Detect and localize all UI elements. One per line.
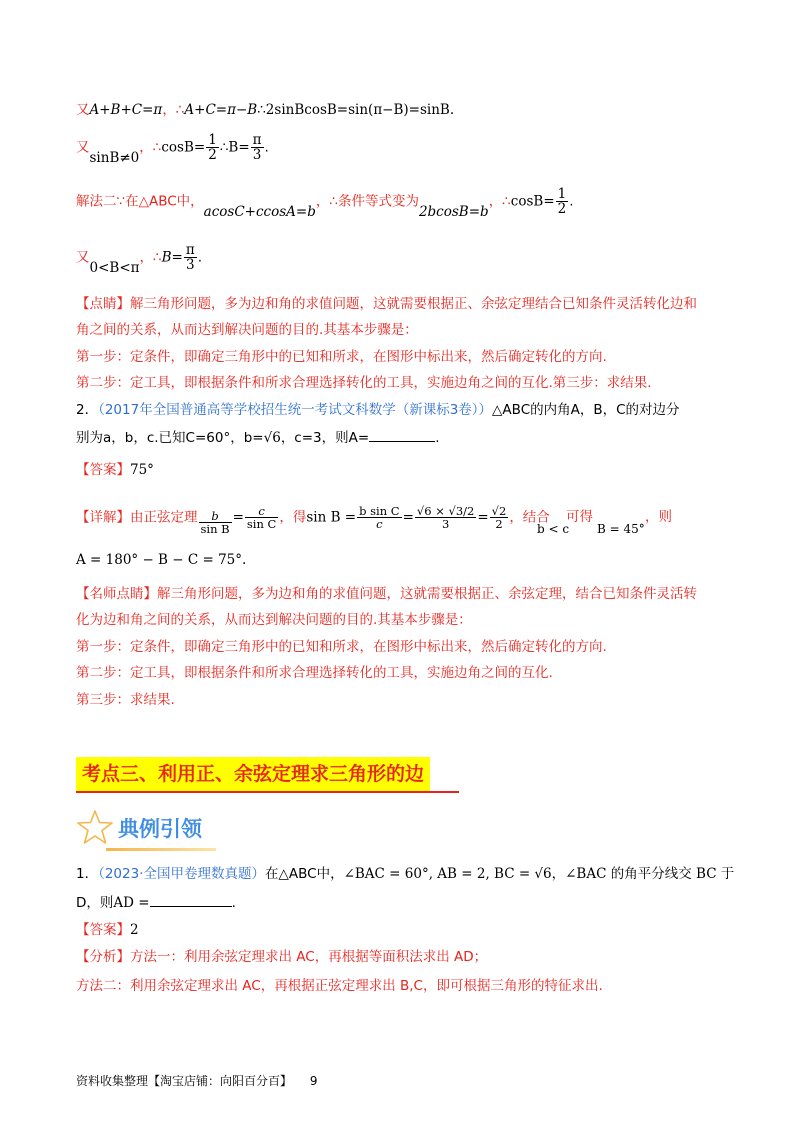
question-source: （2017年全国普通高等学校招生统一考试文科数学（新课标3卷）） bbox=[98, 402, 493, 418]
mingshi-step-1: 第一步：定条件，即确定三角形中的已知和所求，在图形中标出来，然后确定转化的方向. bbox=[76, 639, 607, 655]
detail-then: ，则 bbox=[645, 509, 672, 525]
given-conditions: ∠BAC = 60°, AB = 2, BC = √6 bbox=[343, 866, 552, 882]
answer-blank bbox=[369, 429, 435, 442]
projection-equation: acosC+ccosA=b bbox=[203, 203, 316, 220]
question-1-line-1 bbox=[76, 862, 734, 882]
condition-transform-text: ，∴条件等式变为 bbox=[315, 193, 419, 210]
therefore-text: ，∴ bbox=[139, 139, 162, 156]
therefore-text: ，∴ bbox=[488, 193, 511, 210]
angle-range: 0<B<π bbox=[89, 259, 140, 276]
mingshi-tag: 【名师点睛】 bbox=[76, 586, 157, 602]
period: . bbox=[264, 139, 269, 156]
page-number: 9 bbox=[309, 1074, 318, 1088]
side-condition: b < c bbox=[537, 522, 570, 536]
fraction-one-half: $\frac{1}{2}$ bbox=[557, 186, 567, 218]
detail-tag: 【详解】 bbox=[76, 509, 130, 526]
fraction-bsinc-over-c: $\frac{\text{b sin C}}{c}$ bbox=[359, 504, 400, 532]
question-2-line-1 bbox=[76, 398, 680, 418]
analysis-tag: 【分析】 bbox=[76, 949, 130, 965]
example-underline bbox=[106, 848, 216, 851]
footer bbox=[76, 1072, 317, 1089]
sqrt-six: √6 bbox=[263, 430, 281, 446]
dianjing-line-2: 角之间的关系，从而达到解决问题的目的.其基本步骤是： bbox=[76, 322, 418, 338]
detail-combine: ，结合 bbox=[509, 509, 550, 526]
mingshi-line-1 bbox=[76, 582, 697, 602]
detail-lead: 由正弦定理 bbox=[130, 509, 198, 526]
fraction-numeric: $\frac{√6 \times √3/2}{3}$ bbox=[416, 504, 475, 532]
answer-tag: 【答案】 bbox=[76, 462, 130, 478]
angle-sum-equation: A+B+C=π bbox=[89, 102, 163, 118]
double-angle-equation: ∴2sinBcosB=sin(π−B)=sinB. bbox=[257, 102, 455, 118]
solution-line-1 bbox=[76, 98, 454, 118]
you-text: 又 bbox=[76, 249, 90, 266]
solution-line-2 bbox=[76, 132, 269, 166]
heading-underline bbox=[76, 791, 459, 793]
period: . bbox=[231, 895, 236, 911]
comma: ， bbox=[551, 866, 566, 882]
detail-2-line-1 bbox=[76, 500, 550, 535]
fraction-one-half: $\frac{1}{2}$ bbox=[208, 132, 217, 164]
sinb-label: sin B = bbox=[306, 509, 357, 526]
detail-get: ，得 bbox=[279, 509, 307, 526]
angle-b-result: B = 45° bbox=[597, 522, 645, 536]
you-text: 又 bbox=[76, 139, 90, 156]
equals: = bbox=[402, 509, 414, 526]
question-text: 在△ABC中， bbox=[265, 866, 344, 882]
fraction-b-over-sinb: $\frac{b}{\text{sin B}}$ bbox=[200, 509, 230, 537]
question-text: ，c=3，则A= bbox=[280, 430, 370, 446]
period: . bbox=[197, 249, 203, 266]
answer-blank bbox=[150, 894, 232, 907]
question-text: △ABC的内角A，B，C的对边分 bbox=[492, 402, 680, 418]
dianjing-line-1 bbox=[76, 292, 697, 312]
answer-value: 2 bbox=[130, 922, 139, 938]
question-number: 1． bbox=[76, 866, 99, 882]
period: . bbox=[435, 430, 440, 446]
question-2-line-2 bbox=[76, 426, 439, 446]
question-text: D，则 bbox=[76, 895, 114, 911]
answer-tag: 【答案】 bbox=[76, 922, 130, 938]
fraction-pi-third: $\frac{\pi}{3}$ bbox=[185, 242, 195, 274]
answer-2 bbox=[76, 458, 154, 478]
answer-value: 75° bbox=[130, 462, 154, 478]
bisector-text: ∠BAC 的角平分线交 BC 于 bbox=[565, 866, 735, 882]
angle-relation: A+C=π−B bbox=[184, 102, 258, 118]
solution-line-4 bbox=[76, 242, 203, 276]
detail-keyi: 可得 bbox=[566, 509, 593, 525]
footer-text: 资料收集整理【淘宝店铺：向阳百分百】 bbox=[76, 1074, 293, 1088]
you-text: 又 bbox=[76, 102, 90, 118]
dianjing-tag: 【点睛】 bbox=[76, 296, 130, 312]
b-label: B= bbox=[161, 249, 183, 266]
fraction-pi-third: $\frac{\pi}{3}$ bbox=[252, 132, 262, 164]
star-icon bbox=[76, 809, 114, 849]
mingshi-line-2: 化为边和角之间的关系，从而达到解决问题的目的.其基本步骤是： bbox=[76, 612, 472, 628]
question-number: 2． bbox=[76, 402, 99, 418]
dianjing-step-2: 第二步：定工具，即根据条件和所求合理选择转化的工具，实施边角之间的互化.第三步：求结果. bbox=[76, 375, 652, 391]
therefore-text: ，∴ bbox=[139, 249, 162, 266]
dianjing-text: 解三角形问题，多为边和角的求值问题，这就需要根据正、余弦定理结合已知条件灵活转化边和 bbox=[130, 296, 697, 312]
mingshi-text: 解三角形问题，多为边和角的求值问题，这就需要根据正、余弦定理，结合已知条件灵活转 bbox=[157, 586, 697, 602]
angle-a-result: A = 180° − B − C = 75°. bbox=[76, 552, 247, 568]
fraction-c-over-sinc: $\frac{c}{\text{sin C}}$ bbox=[246, 504, 277, 532]
b-label: ∴B= bbox=[219, 139, 250, 156]
equals: = bbox=[477, 509, 489, 526]
dianjing-step-1: 第一步：定条件，即确定三角形中的已知和所求，在图形中标出来，然后确定转化的方向. bbox=[76, 349, 607, 365]
question-text: 别为a，b，c.已知C=60°，b= bbox=[76, 430, 264, 446]
solution-line-3 bbox=[76, 186, 574, 220]
simplified-equation: 2bcosB=b bbox=[418, 203, 489, 220]
example-title: 典例引领 bbox=[118, 817, 202, 841]
therefore-text: ，∴ bbox=[162, 102, 185, 118]
analysis-text: 方法一：利用余弦定理求出 AC，再根据等面积法求出 AD； bbox=[130, 949, 488, 965]
mingshi-step-2: 第二步：定工具，即根据条件和所求合理选择转化的工具，实施边角之间的互化. bbox=[76, 665, 553, 681]
sinb-nonzero: sinB≠0 bbox=[89, 149, 140, 166]
analysis-1-line-2: 方法二：利用余弦定理求出 AC，再根据正弦定理求出 B,C，即可根据三角形的特征求出. bbox=[76, 978, 603, 994]
fraction-root2-over-2: $\frac{√2}{2}$ bbox=[491, 504, 507, 532]
period: . bbox=[569, 193, 574, 210]
cosb-label: cosB= bbox=[510, 193, 555, 210]
section-heading: 考点三、利用正、余弦定理求三角形的边 bbox=[76, 757, 430, 791]
method-two-text: 解法二∵在△ABC中， bbox=[76, 193, 204, 210]
question-source: （2023·全国甲卷理数真题） bbox=[98, 866, 265, 882]
analysis-1-line-1 bbox=[76, 945, 487, 965]
mingshi-step-3: 第三步：求结果. bbox=[76, 692, 175, 708]
cosb-label: cosB= bbox=[161, 139, 206, 156]
answer-1 bbox=[76, 918, 139, 938]
ad-label: AD = bbox=[113, 895, 150, 911]
question-1-line-2 bbox=[76, 891, 236, 911]
equals: = bbox=[232, 509, 244, 526]
